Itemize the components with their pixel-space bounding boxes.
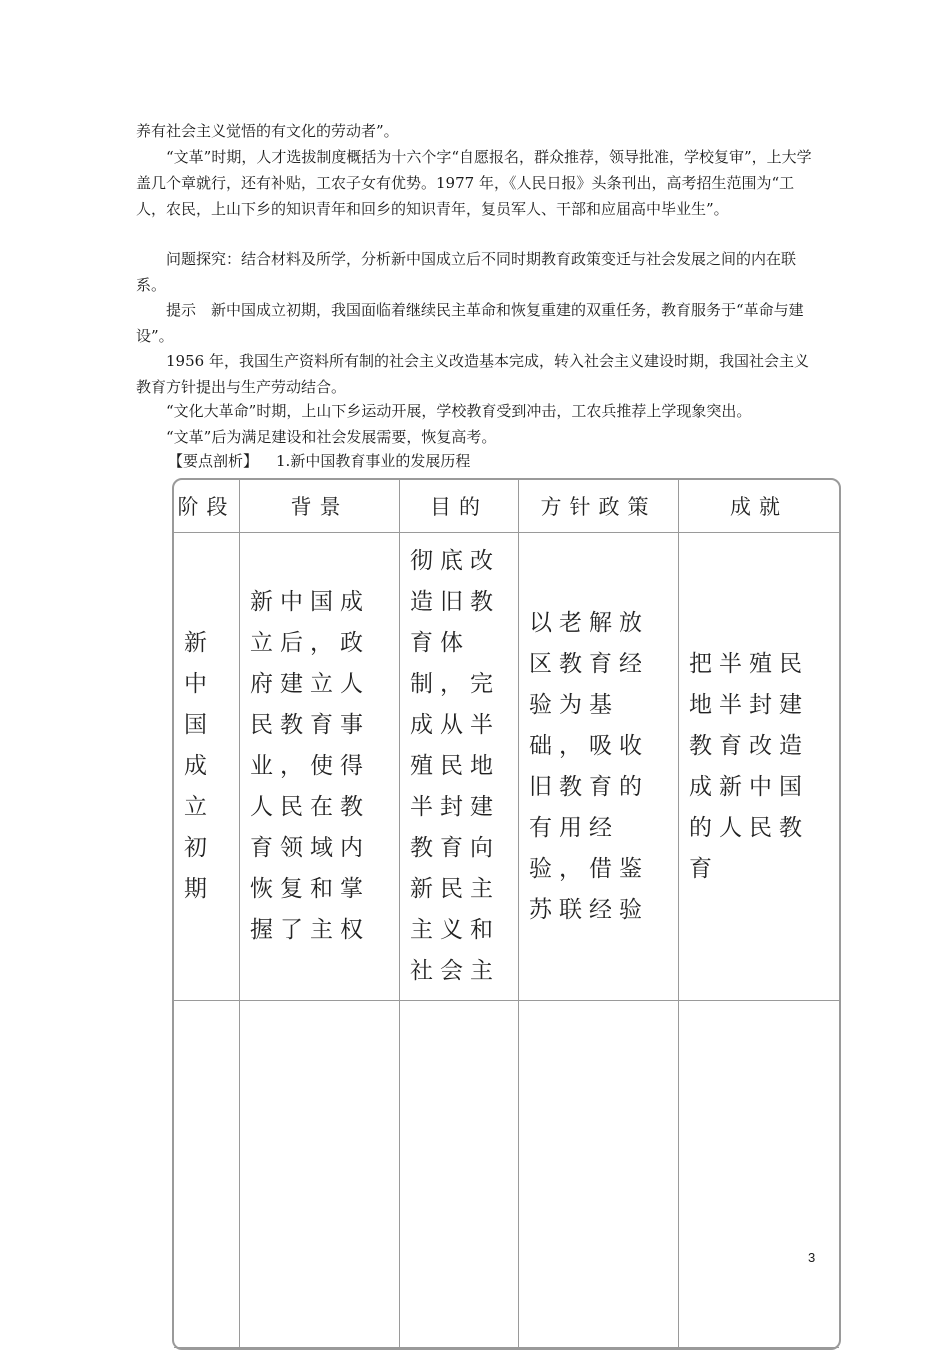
section-tag: 【要点剖析】	[168, 452, 259, 470]
header-achievement: 成就	[679, 480, 839, 533]
cell-stage: 新中国成立初期	[174, 533, 240, 1001]
cell-policy: 以老解放区教育经验为基础，吸收旧教育的有用经验，借鉴苏联经验	[519, 533, 679, 1001]
paragraph-1956: 1956 年，我国生产资料所有制的社会主义改造基本完成，转入社会主义建设时期，我国社会主义教育方针提出与生产劳动结合。	[136, 352, 809, 396]
cell-background: 新中国成立后，政府建立人民教育事业，使得人民在教育领域内恢复和掌握了主权	[240, 533, 400, 1001]
education-history-table-container	[172, 478, 837, 984]
table-row-continued	[174, 1001, 839, 1348]
header-goal: 目的	[400, 480, 519, 533]
paragraph-continuation: 养有社会主义觉悟的有文化的劳动者”。	[136, 122, 399, 140]
section-title: 1.新中国教育事业的发展历程	[276, 452, 471, 470]
table-row	[174, 533, 839, 1001]
paragraph-question: 问题探究：结合材料及所学，分析新中国成立后不同时期教育政策变迁与社会发展之间的内在联系。	[136, 250, 797, 294]
header-background: 背景	[240, 480, 400, 533]
paragraph-cultural-revolution-selection: “文革”时期，人才选拔制度概括为十六个字“自愿报名，群众推荐，领导批准，学校复审”，上大学盖几个章就行，还有补贴，工农子女有优势。1977 年，《人民日报》头条刊出，高考招生范围为“工人，农民，上山下乡的知识青年和回乡的知识青年，复员军人、干部和应届高中毕业生”。	[136, 148, 812, 218]
header-stage: 阶段	[174, 480, 240, 533]
education-history-table	[172, 478, 841, 1350]
page-number: 3	[808, 1250, 816, 1265]
section-heading	[168, 449, 470, 473]
header-policy: 方针政策	[519, 480, 679, 533]
paragraph-cultural-revolution: “文化大革命”时期，上山下乡运动开展，学校教育受到冲击，工农兵推荐上学现象突出。	[166, 402, 752, 420]
paragraph-post-cultural-revolution: “文革”后为满足建设和社会发展需要，恢复高考。	[166, 428, 497, 446]
cell-goal: 彻底改造旧教育体制，完成从半殖民地半封建教育向新民主主义和社会主	[400, 533, 519, 1001]
paragraph-hint: 提示 新中国成立初期，我国面临着继续民主革命和恢复重建的双重任务，教育服务于“革命与建设”。	[136, 301, 804, 345]
cell-achievement: 把半殖民地半封建教育改造成新中国的人民教育	[679, 533, 839, 1001]
table-header-row	[174, 480, 839, 533]
